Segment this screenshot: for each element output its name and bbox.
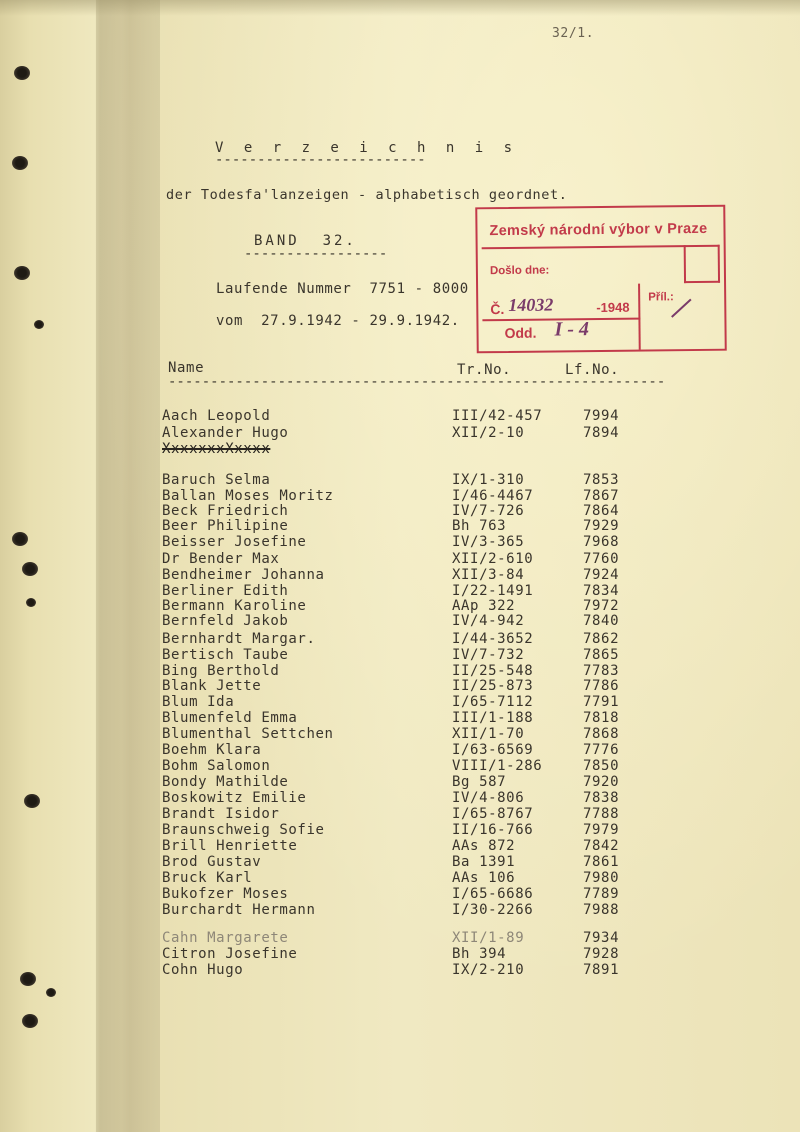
entry-lf-no: 7834 bbox=[583, 583, 620, 599]
entry-lf-no: 7789 bbox=[583, 886, 620, 902]
entry-row bbox=[0, 806, 800, 822]
entry-name: Braunschweig Sofie bbox=[162, 822, 325, 838]
entry-name: Boehm Klara bbox=[162, 742, 262, 758]
entry-lf-no: 7776 bbox=[583, 742, 620, 758]
entry-lf-no: 7786 bbox=[583, 678, 620, 694]
entry-lf-no: 7868 bbox=[583, 726, 620, 742]
entry-name: Bondy Mathilde bbox=[162, 774, 289, 790]
folio-number: 32/1. bbox=[552, 26, 595, 41]
entry-name: Bukofzer Moses bbox=[162, 886, 289, 902]
entry-tr-no: AAs 106 bbox=[452, 870, 516, 886]
header-underline: ----------------------------------------------------------- bbox=[168, 374, 666, 390]
stamp-attachment-mark bbox=[671, 299, 691, 318]
entry-row bbox=[0, 408, 800, 424]
entry-tr-no: XII/1-70 bbox=[452, 726, 525, 742]
entry-lf-no: 7864 bbox=[583, 503, 620, 519]
entry-lf-no: 7920 bbox=[583, 774, 620, 790]
entry-lf-no: 7980 bbox=[583, 870, 620, 886]
entry-row bbox=[0, 613, 800, 629]
entry-lf-no: 7788 bbox=[583, 806, 620, 822]
entry-row bbox=[0, 886, 800, 902]
entry-row bbox=[0, 503, 800, 519]
entry-lf-no: 7853 bbox=[583, 472, 620, 488]
entry-row bbox=[0, 710, 800, 726]
entry-tr-no: II/16-766 bbox=[452, 822, 534, 838]
entry-tr-no: VIII/1-286 bbox=[452, 758, 543, 774]
entry-row bbox=[0, 551, 800, 567]
entry-row bbox=[0, 647, 800, 663]
entry-lf-no: 7842 bbox=[583, 838, 620, 854]
entry-tr-no: III/42-457 bbox=[452, 408, 543, 424]
entry-tr-no: I/44-3652 bbox=[452, 631, 534, 647]
stamp-attachment-label: Příl.: bbox=[648, 291, 674, 304]
entry-name: Bohm Salomon bbox=[162, 758, 271, 774]
subtitle: der Todesfa'lanzeigen - alphabetisch geordnet. bbox=[166, 187, 568, 203]
entry-row bbox=[0, 534, 800, 550]
entry-name: Beisser Josefine bbox=[162, 534, 307, 550]
entry-row bbox=[0, 726, 800, 742]
band-underline: ----------------- bbox=[244, 246, 388, 262]
entry-tr-no: II/25-873 bbox=[452, 678, 534, 694]
entry-lf-no: 7894 bbox=[583, 425, 620, 441]
entry-lf-no: 7783 bbox=[583, 663, 620, 679]
entry-name: Blumenfeld Emma bbox=[162, 710, 298, 726]
entry-tr-no: I/30-2266 bbox=[452, 902, 534, 918]
entry-tr-no: AAs 872 bbox=[452, 838, 516, 854]
stamp-department-label: Odd. bbox=[504, 324, 537, 342]
punch-hole bbox=[12, 156, 28, 170]
top-edge-shadow bbox=[0, 0, 800, 16]
entry-tr-no: I/63-6569 bbox=[452, 742, 534, 758]
entry-tr-no: IV/7-732 bbox=[452, 647, 525, 663]
date-range: vom 27.9.1942 - 29.9.1942. bbox=[216, 313, 460, 329]
stamp-department-value: I - 4 bbox=[554, 318, 590, 341]
entry-row bbox=[0, 472, 800, 488]
entry-lf-no: 7838 bbox=[583, 790, 620, 806]
entry-name: Bing Berthold bbox=[162, 663, 280, 679]
entry-tr-no: XII/3-84 bbox=[452, 567, 525, 583]
column-header-name: Name bbox=[168, 360, 205, 376]
entry-tr-no: IV/4-806 bbox=[452, 790, 525, 806]
entry-row bbox=[0, 962, 800, 978]
entry-row bbox=[0, 854, 800, 870]
stamp-received-label: Došlo dne: bbox=[489, 264, 550, 278]
entry-lf-no: 7928 bbox=[583, 946, 620, 962]
entry-name: Beer Philipine bbox=[162, 518, 289, 534]
punch-hole bbox=[14, 266, 30, 280]
entry-row bbox=[0, 425, 800, 441]
entry-row bbox=[0, 583, 800, 599]
entry-tr-no: XII/1-89 bbox=[452, 930, 525, 946]
entry-name: Burchardt Hermann bbox=[162, 902, 316, 918]
entry-row bbox=[0, 694, 800, 710]
entry-row bbox=[0, 678, 800, 694]
entry-name: Bernfeld Jakob bbox=[162, 613, 289, 629]
entry-tr-no: IV/3-365 bbox=[452, 534, 525, 550]
entry-lf-no: 7972 bbox=[583, 598, 620, 614]
entry-lf-no: 7929 bbox=[583, 518, 620, 534]
registry-stamp bbox=[475, 205, 727, 354]
entry-tr-no: AAp 322 bbox=[452, 598, 516, 614]
entry-lf-no: 7988 bbox=[583, 902, 620, 918]
entry-tr-no: Bh 394 bbox=[452, 946, 507, 962]
stamp-box bbox=[684, 245, 720, 283]
entry-lf-no: 7867 bbox=[583, 488, 620, 504]
entry-lf-no: 7862 bbox=[583, 631, 620, 647]
entry-name: Beck Friedrich bbox=[162, 503, 289, 519]
punch-hole bbox=[14, 66, 30, 80]
entry-tr-no: I/22-1491 bbox=[452, 583, 534, 599]
entry-name: Brandt Isidor bbox=[162, 806, 280, 822]
entry-tr-no: IX/2-210 bbox=[452, 962, 525, 978]
entry-name: XxxxxxxXxxxx bbox=[162, 441, 271, 457]
entry-name: Aach Leopold bbox=[162, 408, 271, 424]
entry-name: Bendheimer Johanna bbox=[162, 567, 325, 583]
entry-name: Brod Gustav bbox=[162, 854, 262, 870]
entry-tr-no: I/65-7112 bbox=[452, 694, 534, 710]
running-number-range: Laufende Nummer 7751 - 8000 bbox=[216, 281, 469, 297]
entry-name: Ballan Moses Moritz bbox=[162, 488, 334, 504]
entry-row bbox=[0, 567, 800, 583]
entry-lf-no: 7891 bbox=[583, 962, 620, 978]
stamp-number-value: 14032 bbox=[508, 294, 554, 315]
entry-row bbox=[0, 758, 800, 774]
entry-lf-no: 7968 bbox=[583, 534, 620, 550]
entry-lf-no: 7934 bbox=[583, 930, 620, 946]
entry-row bbox=[0, 518, 800, 534]
entry-name: Alexander Hugo bbox=[162, 425, 289, 441]
entry-tr-no: Bh 763 bbox=[452, 518, 507, 534]
entry-tr-no: III/1-188 bbox=[452, 710, 534, 726]
entry-tr-no: IX/1-310 bbox=[452, 472, 525, 488]
entry-row bbox=[0, 870, 800, 886]
entry-lf-no: 7850 bbox=[583, 758, 620, 774]
column-header-tr-no: Tr.No. bbox=[457, 362, 512, 378]
stamp-header-text: Zemský národní výbor v Praze bbox=[489, 220, 708, 240]
entry-tr-no: I/65-8767 bbox=[452, 806, 534, 822]
entry-tr-no: Ba 1391 bbox=[452, 854, 516, 870]
entry-name: Cahn Margarete bbox=[162, 930, 289, 946]
punch-hole bbox=[22, 1014, 38, 1028]
entry-lf-no: 7924 bbox=[583, 567, 620, 583]
stamp-header bbox=[481, 211, 719, 249]
entry-row bbox=[0, 838, 800, 854]
punch-hole bbox=[34, 320, 44, 329]
entry-name: Boskowitz Emilie bbox=[162, 790, 307, 806]
entry-row bbox=[0, 598, 800, 614]
entry-row bbox=[0, 742, 800, 758]
entry-name: Cohn Hugo bbox=[162, 962, 244, 978]
entry-name: Berliner Edith bbox=[162, 583, 289, 599]
entry-row bbox=[0, 441, 800, 457]
column-header-lf-no: Lf.No. bbox=[565, 362, 620, 378]
entry-tr-no: XII/2-610 bbox=[452, 551, 534, 567]
entry-name: Blumenthal Settchen bbox=[162, 726, 334, 742]
stamp-year: -1948 bbox=[596, 299, 630, 316]
entry-row bbox=[0, 663, 800, 679]
entry-row bbox=[0, 488, 800, 504]
page-title: V e r z e i c h n i s bbox=[215, 140, 519, 156]
entry-lf-no: 7791 bbox=[583, 694, 620, 710]
entry-row bbox=[0, 631, 800, 647]
entry-row bbox=[0, 902, 800, 918]
stamp-number-label: Č. bbox=[490, 301, 505, 318]
entry-tr-no: I/65-6686 bbox=[452, 886, 534, 902]
entry-name: Bernhardt Margar. bbox=[162, 631, 316, 647]
entry-name: Bruck Karl bbox=[162, 870, 253, 886]
entry-tr-no: IV/7-726 bbox=[452, 503, 525, 519]
entry-tr-no: Bg 587 bbox=[452, 774, 507, 790]
entry-lf-no: 7979 bbox=[583, 822, 620, 838]
entry-tr-no: I/46-4467 bbox=[452, 488, 534, 504]
entry-row bbox=[0, 946, 800, 962]
entry-tr-no: II/25-548 bbox=[452, 663, 534, 679]
entry-lf-no: 7818 bbox=[583, 710, 620, 726]
entry-lf-no: 7760 bbox=[583, 551, 620, 567]
entry-row bbox=[0, 790, 800, 806]
entry-name: Dr Bender Max bbox=[162, 551, 280, 567]
entry-name: Citron Josefine bbox=[162, 946, 298, 962]
entry-lf-no: 7994 bbox=[583, 408, 620, 424]
entry-row bbox=[0, 930, 800, 946]
entry-name: Brill Henriette bbox=[162, 838, 298, 854]
entry-lf-no: 7861 bbox=[583, 854, 620, 870]
punch-hole bbox=[46, 988, 56, 997]
entry-name: Blank Jette bbox=[162, 678, 262, 694]
entry-tr-no: XII/2-10 bbox=[452, 425, 525, 441]
entry-name: Bertisch Taube bbox=[162, 647, 289, 663]
entry-tr-no: IV/4-942 bbox=[452, 613, 525, 629]
entry-row bbox=[0, 822, 800, 838]
entry-row bbox=[0, 774, 800, 790]
entry-name: Bermann Karoline bbox=[162, 598, 307, 614]
entry-lf-no: 7840 bbox=[583, 613, 620, 629]
band-label: BAND 32. bbox=[254, 233, 357, 249]
entry-lf-no: 7865 bbox=[583, 647, 620, 663]
title-underline: ------------------------- bbox=[215, 152, 426, 168]
entry-name: Blum Ida bbox=[162, 694, 235, 710]
entry-name: Baruch Selma bbox=[162, 472, 271, 488]
